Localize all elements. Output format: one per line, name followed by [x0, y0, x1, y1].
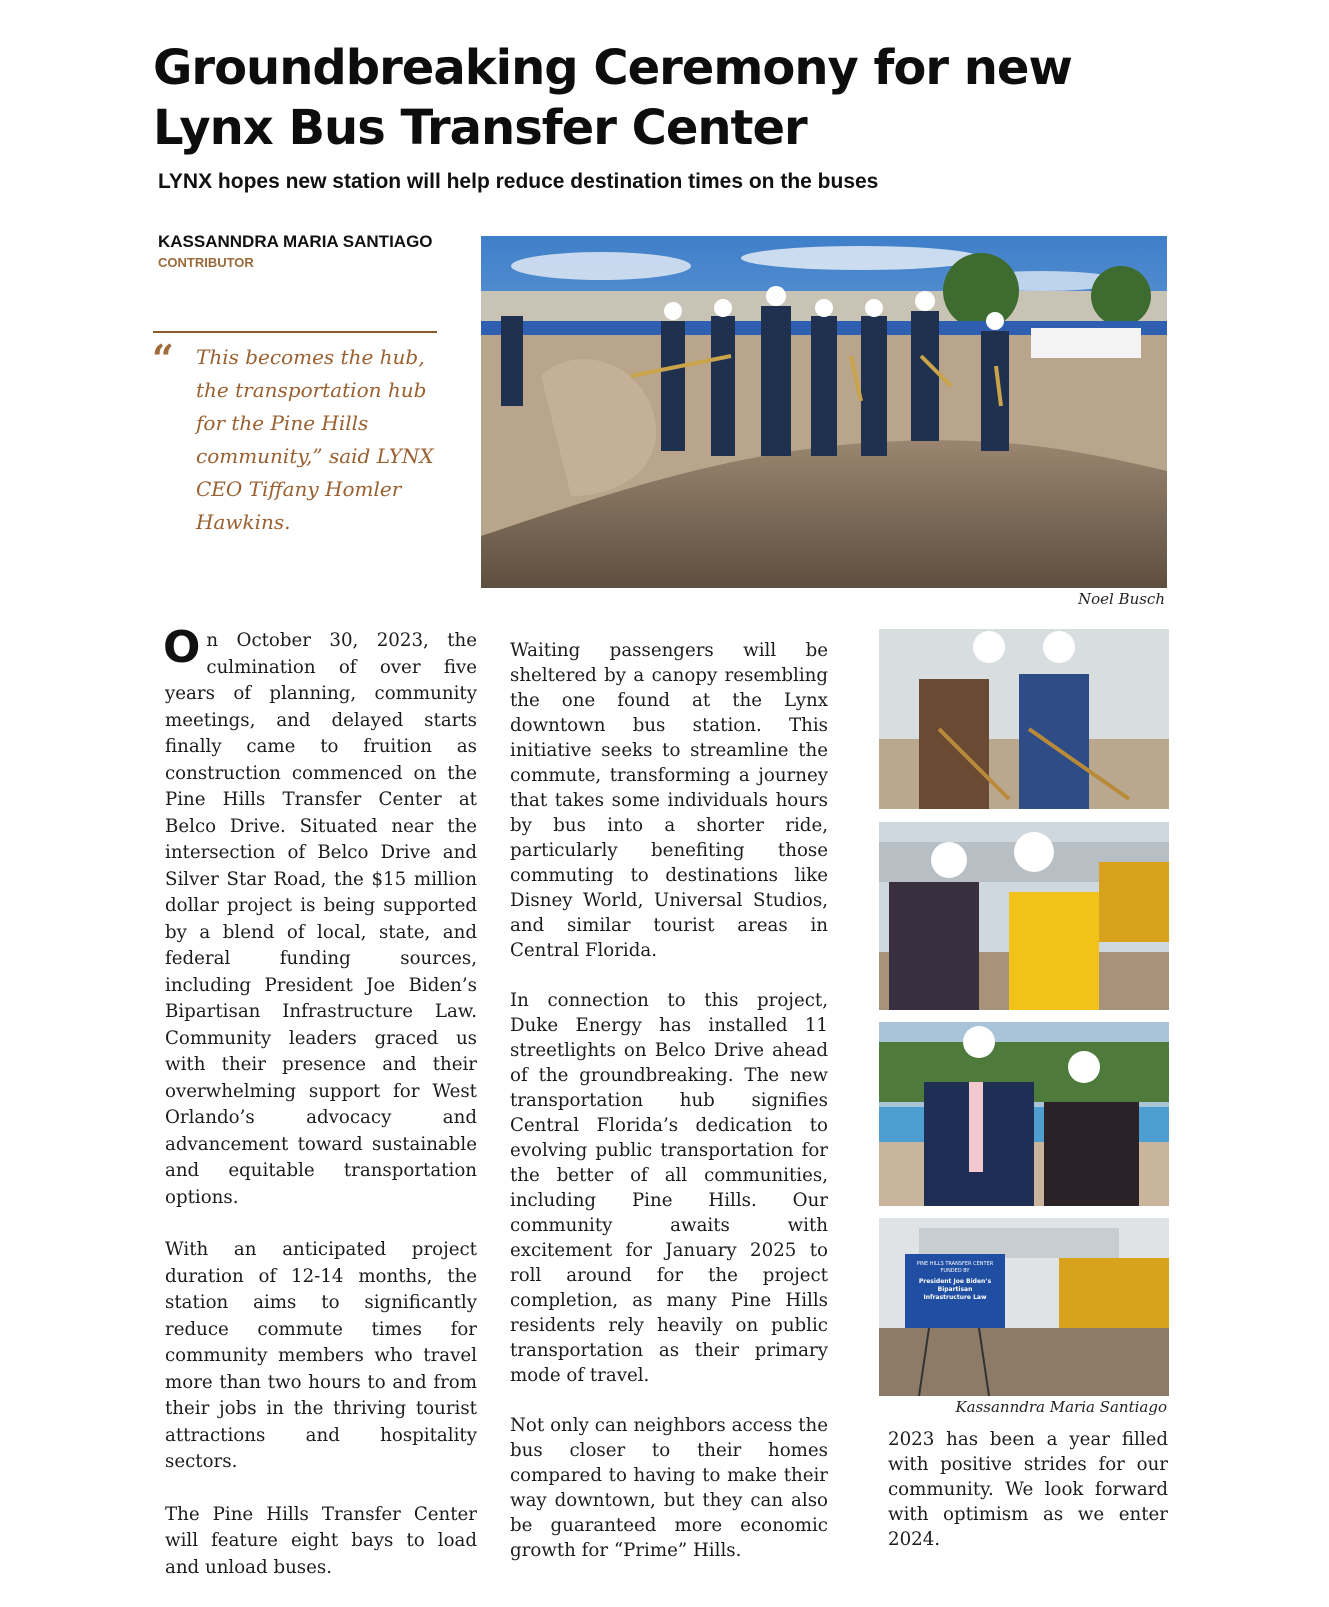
- sign-line-2: FUNDED BY: [940, 1268, 970, 1274]
- side-photo-officials-shoveling: [879, 629, 1169, 809]
- article-column-3: [888, 1427, 1168, 1578]
- byline-role: CONTRIBUTOR: [158, 255, 254, 270]
- side-photo-funding-sign: [879, 1218, 1169, 1396]
- pull-quote-rule: [153, 331, 437, 333]
- article-column-1: [163, 622, 477, 1607]
- sign-line-3: President Joe Biden’s: [918, 1278, 992, 1285]
- paragraph: 2023 has been a year filled with positive strides for our community. We look forward with optimism as we enter 2024.: [888, 1429, 1168, 1550]
- main-photo-credit: Noel Busch: [1077, 590, 1165, 608]
- sign-line-1: PINE HILLS TRANSFER CENTER: [916, 1261, 994, 1267]
- pull-quote: This becomes the hub, the transportation hub for the Pine Hills community,” said LYNX CEO Tiffany Homler Hawkins.: [196, 345, 434, 534]
- paragraph: In connection to this project, Duke Energy has installed 11 streetlights on Belco Drive ahead of the groundbreaking. The new transportation hub signifies Central Florida’s dedication to evolving public transportation for the better of all communities, including Pine Hills. Our community awaits with excitement for January 2025 to roll around for the project completion, as many Pine Hills residents rely heavily on public transportation as their primary mode of travel.: [510, 990, 828, 1386]
- byline-author: KASSANNDRA MARIA SANTIAGO: [158, 232, 433, 251]
- subheadline: LYNX hopes new station will help reduce destination times on the buses: [158, 170, 879, 193]
- paragraph: On October 30, 2023, the culmination of over five years of planning, community meetings, and delayed starts finally came to fruition as construction commenced on the Pine Hills Transfer Center at Belco Drive. Situated near the intersection of Belco Drive and Silver Star Road, the $15 million dollar project is being supported by a blend of local, state, and federal funding sources, including President Joe Biden’s Bipartisan Infrastructure Law. Community leaders graced us with their presence and their overwhelming support for West Orlando’s advocacy and advancement toward sustainable and equitable transportation options.: [163, 622, 477, 1208]
- article-column-2: [510, 638, 828, 1588]
- paragraph: Not only can neighbors access the bus closer to their homes compared to having to make their way downtown, but they can also be guaranteed more economic growth for “Prime” Hills.: [510, 1415, 828, 1561]
- side-photo-women-shoveling: [879, 822, 1169, 1010]
- quote-mark-icon: “: [152, 336, 174, 381]
- sign-line-4: Bipartisan: [937, 1286, 973, 1293]
- headline: Groundbreaking Ceremony for new Lynx Bus Transfer Center: [153, 40, 1072, 156]
- paragraph: Waiting passengers will be sheltered by a canopy resembling the one found at the Lynx downtown bus station. This initiative seeks to streamline the commute, transforming a journey that takes some individuals hours by bus into a shorter ride, particularly benefiting those commuting to destinations like Disney World, Universal Studios, and similar tourist areas in Central Florida.: [510, 640, 828, 961]
- sign-line-5: Infrastructure Law: [923, 1294, 987, 1301]
- paragraph: The Pine Hills Transfer Center will feature eight bays to load and unload buses.: [165, 1503, 477, 1578]
- side-photos-credit: Kassanndra Maria Santiago: [955, 1398, 1167, 1416]
- main-photo-groundbreaking: [481, 236, 1167, 588]
- drop-cap: O: [163, 622, 201, 673]
- side-photo-two-officials: [879, 1022, 1169, 1206]
- paragraph: With an anticipated project duration of 12-14 months, the station aims to significantly reduce commute times for community members who travel more than two hours to and from their jobs in the thriving tourist attractions and hospitality sectors.: [165, 1239, 477, 1472]
